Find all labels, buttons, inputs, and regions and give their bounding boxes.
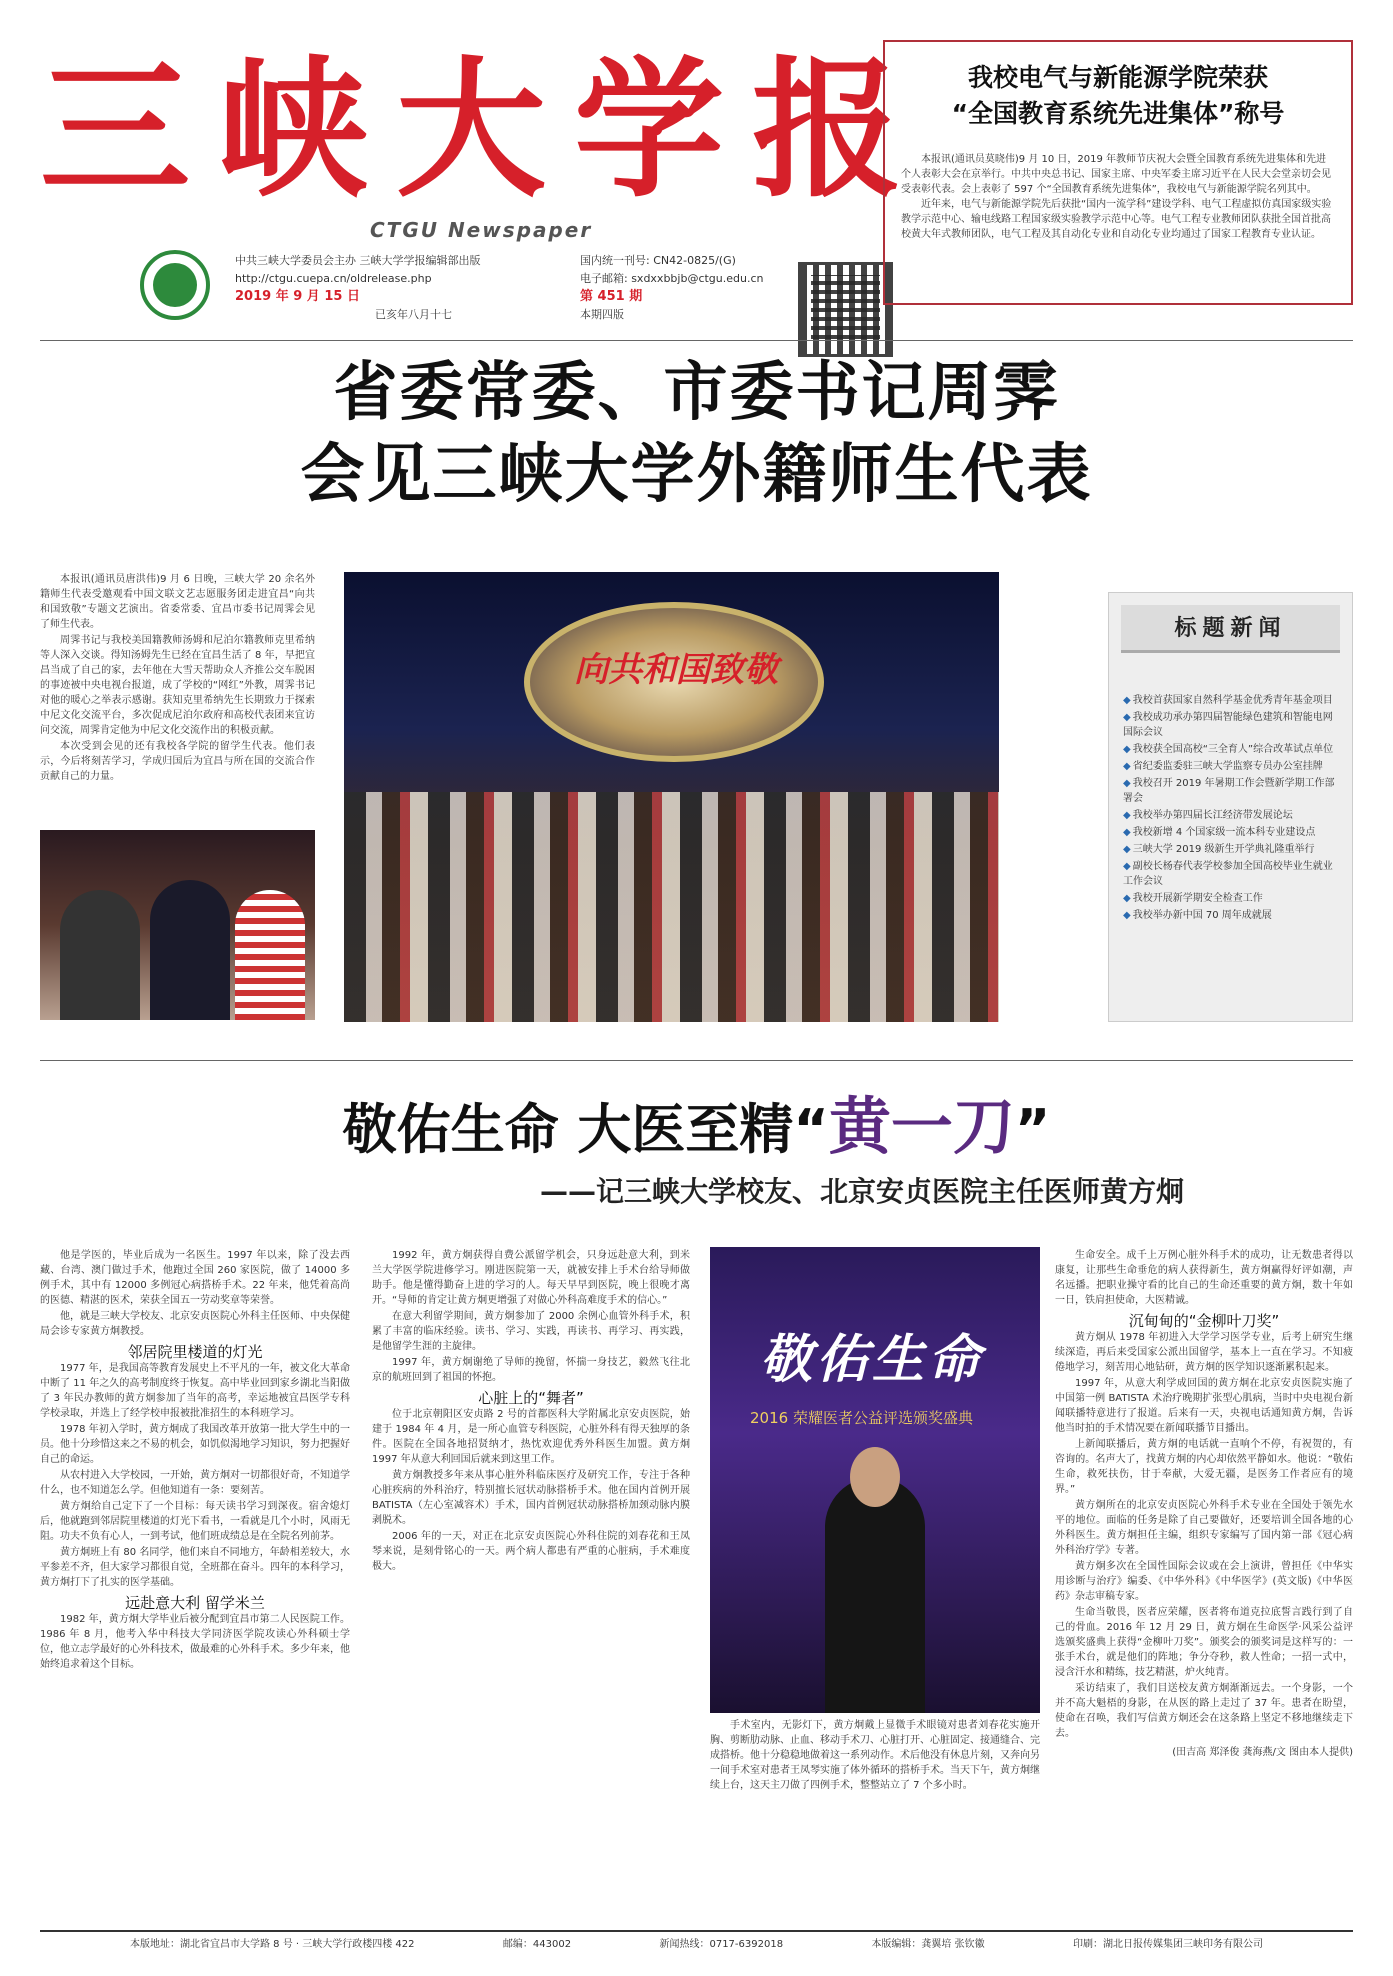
person-head — [850, 1447, 900, 1507]
paragraph: 黄方炯从 1978 年初进入大学学习医学专业，后考上研究生继续深造，再后来受国家公派出国留学，基本上一直在学习。不知疲倦地学习，刻苦用心地钻研，黄方炯的医学知识逐渐累积起来。 — [1055, 1332, 1353, 1373]
lunar-date: 已亥年八月十七 — [375, 308, 452, 321]
feature-headline-accent: 黄一刀 — [828, 1090, 1015, 1163]
group-photo — [344, 572, 999, 1022]
diamond-icon: ◆ — [1123, 695, 1131, 706]
sponsor: 中共三峡大学委员会主办 三峡大学学报编辑部出版 — [235, 254, 481, 267]
contact-email[interactable]: 电子邮箱: sxdxxbbjb@ctgu.edu.cn — [580, 272, 764, 285]
diamond-icon: ◆ — [1123, 827, 1131, 838]
diamond-icon: ◆ — [1123, 778, 1131, 789]
lead-headline-line2: 会见三峡大学外籍师生代表 — [300, 438, 1093, 512]
feature-column-2 — [372, 1248, 690, 1923]
footer — [40, 1930, 1353, 1958]
list-item[interactable]: ◆ 省纪委监委驻三峡大学监察专员办公室挂牌 — [1123, 761, 1323, 772]
page-count: 本期四版 — [580, 308, 624, 321]
newspaper-english-title: CTGU Newspaper — [370, 218, 593, 242]
award-banner-title: 敬佑生命 — [760, 1329, 985, 1390]
diamond-icon: ◆ — [1123, 744, 1131, 755]
list-item[interactable]: ◆ 我校获全国高校“三全育人”综合改革试点单位 — [1123, 744, 1334, 755]
footer-editor: 本版编辑：龚翼培 张钦徽 — [871, 1939, 985, 1950]
lead-headline — [40, 352, 1353, 516]
lead-headline-line1: 省委常委、市委书记周霁 — [333, 356, 1060, 430]
footer-hotline: 新闻热线：0717-6392018 — [659, 1939, 784, 1950]
paragraph: 采访结束了，我们目送校友黄方炯渐渐远去。一个身影，一个并不高大魁梧的身影，在从医的路上走过了 37 年。患者在盼望，使命在召唤，我们写信黄方炯还会在这条路上坚定不移地继续走下去。 — [1055, 1683, 1353, 1739]
paragraph: 1982 年，黄方炯大学毕业后被分配到宜昌市第二人民医院工作。1986 年 8 月，他考入华中科技大学同济医学院攻读心外科硕士学位，他立志学最好的心外科技术，做最难的心外科手术。多少年来，他始终追求着这个目标。 — [40, 1614, 350, 1670]
feature-column-1 — [40, 1248, 350, 1923]
paragraph: 位于北京朝阳区安贞路 2 号的首都医科大学附属北京安贞医院，始建于 1984 年 4 月，是一所心血管专科医院，心脏外科有得天独厚的条件。医院在全国各地招贤纳才，热忱欢迎优秀外科医生加盟。黄方炯 1997 年从意大利回国后就来到这里工作。 — [372, 1409, 690, 1465]
divider — [40, 340, 1353, 341]
list-item[interactable]: ◆ 副校长杨春代表学校参加全国高校毕业生就业工作会议 — [1123, 861, 1333, 887]
headline-list — [1109, 653, 1352, 923]
list-item[interactable]: ◆ 我校开展新学期安全检查工作 — [1123, 893, 1263, 904]
section-title: 心脏上的“舞者” — [478, 1389, 584, 1407]
paragraph: 黄方炯教授多年来从事心脏外科临床医疗及研究工作，专注于各种心脏疾病的外科治疗，特别擅长冠状动脉搭桥手术。他在国内首例开展 BATISTA（左心室减容术）手术，国内首例冠状动脉搭桥加颈动脉内膜剥脱术。 — [372, 1470, 690, 1526]
paragraph: 1992 年，黄方炯获得自费公派留学机会，只身远赴意大利，到米兰大学医学院进修学习。刚进医院第一天，就被安排上手术台给导师做助手。他是懂得勤奋上进的学习的人。每天早早到医院，晚上很晚才离开。“导师的肯定让黄方炯更增强了对做心外科高难度手术的信心。” — [372, 1250, 690, 1306]
qr-code-icon[interactable] — [798, 262, 893, 357]
list-item[interactable]: ◆ 三峡大学 2019 级新生开学典礼隆重举行 — [1123, 844, 1315, 855]
list-item[interactable]: ◆ 我校成功承办第四届智能绿色建筑和智能电网国际会议 — [1123, 712, 1333, 738]
person — [825, 1477, 925, 1713]
diamond-icon: ◆ — [1123, 893, 1131, 904]
list-item[interactable]: ◆ 我校举办第四届长江经济带发展论坛 — [1123, 810, 1293, 821]
paragraph: 上新闻联播后，黄方炯的电话就一直响个不停，有祝贺的，有咨询的。名声大了，找黄方炯的内心却依然平静如水。他说：“敬佑生命，救死扶伤，甘于奉献，大爱无疆，是医务工作者应有的境界。” — [1055, 1439, 1353, 1495]
award-banner-subtitle: 2016 荣耀医者公益评选颁奖盛典 — [750, 1409, 973, 1427]
issue-number: 第 451 期 — [580, 289, 643, 304]
section-title: 远赴意大利 留学米兰 — [125, 1594, 265, 1612]
cn-number: 国内统一刊号: CN42-0825/(G) — [580, 254, 736, 267]
issue-date: 2019 年 9 月 15 日 — [235, 289, 360, 304]
diamond-icon: ◆ — [1123, 844, 1131, 855]
top-story-para: 近年来，电气与新能源学院先后获批“国内一流学科”建设学科、电气工程虚拟仿真国家级实验教学示范中心、输电线路工程国家级实验教学示范中心等。电气工程专业教师团队获批全国首批高校黄大年式教师团队，电气工程及其自动化专业和自动化专业均通过了国家工程教育专业认证。 — [901, 199, 1332, 240]
footer-printer: 印刷：湖北日报传媒集团三峡印务有限公司 — [1073, 1939, 1263, 1950]
award-caption: 手术室内，无影灯下，黄方炯戴上显微手术眼镜对患者刘春花实施开胸、剪断肋动脉、止血、移动手术刀、心脏打开、心脏固定、接通缝合、完成搭桥。他十分稳稳地做着这一系列动作。术后他没有休息片刻，又奔向另一间手术室对患者王凤琴实施了体外循环的搭桥手术。当天下午，黄方炯继续上台，这天主刀做了四例手术，整整站立了 7 个多小时。 — [710, 1720, 1040, 1791]
paragraph: 1997 年，黄方炯谢绝了导师的挽留，怀揣一身技艺，毅然飞往北京的航班回到了祖国的怀抱。 — [372, 1357, 690, 1383]
paragraph: 周霁书记与我校美国籍教师汤姆和尼泊尔籍教师克里希纳等人深入交谈。得知汤姆先生已经在宜昌生活了 8 年，早把宜昌当成了自己的家，去年他在大雪天帮助众人齐推公交车脱困的事迹被中央电视台报道，成了学校的“网红”外教，周霁书记对他的暖心之举表示感谢。获知克里希纳先生长期致力于探索中尼文化交流平台，多次促成尼泊尔政府和高校代表团来宜访问交流，周霁肯定他为中尼文化交流作出的积极贡献。 — [40, 635, 315, 736]
paragraph: 黄方炯给自己定下了一个目标：每天读书学习到深夜。宿舍熄灯后，他就跑到邻居院里楼道的灯光下看书，一看就是几个小时，风雨无阻。功夫不负有心人，一到考试，他们班成绩总是在全院名列前茅。 — [40, 1501, 350, 1542]
stage-banner-text: 向共和国致敬 — [574, 650, 778, 690]
feature-column-4 — [1055, 1248, 1353, 1923]
top-story-para: 本报讯(通讯员莫晓伟)9 月 10 日，2019 年教师节庆祝大会暨全国教育系统先进集体和先进个人表彰大会在京举行。中共中央总书记、国家主席、中央军委主席习近平在人民大会堂亲切会见受表彰代表。会上表彰了 597 个“全国教育系统先进集体”，我校电气与新能源学院名列其中。 — [901, 154, 1331, 195]
list-item[interactable]: ◆ 我校新增 4 个国家级一流本科专业建设点 — [1123, 827, 1316, 838]
masthead — [40, 40, 931, 330]
paragraph: 本次受到会见的还有我校各学院的留学生代表。他们表示，今后将刻苦学习，学成归国后为宜昌与所在国的交流合作贡献自己的力量。 — [40, 741, 315, 782]
paragraph: 他，就是三峡大学校友、北京安贞医院心外科主任医师、中央保健局会诊专家黄方炯教授。 — [40, 1311, 350, 1337]
diamond-icon: ◆ — [1123, 810, 1131, 821]
paragraph: 本报讯(通讯员唐洪伟)9 月 6 日晚，三峡大学 20 余名外籍师生代表受邀观看中国文联文艺志愿服务团走进宜昌“向共和国致敬”专题文艺演出。省委常委、宜昌市委书记周霁会见了师生代表。 — [40, 574, 315, 630]
paragraph: 1978 年初入学时，黄方炯成了我国改革开放第一批大学生中的一员。他十分珍惜这来之不易的机会，如饥似渴地学习知识，努力把握好自己的命运。 — [40, 1424, 350, 1465]
author-credit: (田吉高 郑泽俊 龚海燕/文 图由本人提供) — [1172, 1747, 1353, 1758]
divider — [40, 1060, 1353, 1061]
paragraph: 黄方炯班上有 80 名同学，他们来自不同地方，年龄相差较大，水平参差不齐，但大家学习都很自觉，全班都在奋斗。四年的本科学习，黄方炯打下了扎实的医学基础。 — [40, 1547, 350, 1588]
publisher-info — [235, 252, 481, 324]
diamond-icon: ◆ — [1123, 910, 1131, 921]
list-item[interactable]: ◆ 我校首获国家自然科学基金优秀青年基金项目 — [1123, 695, 1333, 706]
issue-info — [580, 252, 764, 324]
lead-story-text — [40, 572, 315, 822]
crowd — [344, 792, 999, 1022]
section-title: 邻居院里楼道的灯光 — [127, 1343, 263, 1361]
feature-subhead: ——记三峡大学校友、北京安贞医院主任医师黄方炯 — [540, 1175, 1185, 1208]
headline-news-sidebar — [1108, 592, 1353, 1022]
list-item[interactable]: ◆ 我校举办新中国 70 周年成就展 — [1123, 910, 1272, 921]
diamond-icon: ◆ — [1123, 861, 1131, 872]
person — [150, 880, 230, 1020]
paragraph: 黄方炯多次在全国性国际会议或在会上演讲，曾担任《中华实用诊断与治疗》编委、《中华外科》《中华医学》(英文版)《中华医药》杂志审稿专家。 — [1055, 1561, 1353, 1602]
list-item[interactable]: ◆ 我校召开 2019 年暑期工作会暨新学期工作部署会 — [1123, 778, 1335, 804]
footer-postcode: 邮编：443002 — [502, 1939, 572, 1950]
newspaper-title: 三峡大学报 — [40, 42, 931, 218]
paragraph: 生命当敬畏，医者应荣耀，医者将布道克拉底誓言践行到了自己的骨血。2016 年 12 月 29 日，黄方炯在生命医学·风采公益评选颁奖盛典上获得“金柳叶刀奖”。颁奖会的颁奖词是这样写的：一张手术台，就是他们的阵地；争分夺秒，救人性命；一招一式中，浸含汗水和精练，技艺精湛，炉火纯青。 — [1055, 1607, 1353, 1678]
university-logo-icon — [140, 250, 210, 320]
diamond-icon: ◆ — [1123, 761, 1131, 772]
section-title: 沉甸甸的“金柳叶刀奖” — [1128, 1312, 1280, 1330]
top-story-box — [883, 40, 1353, 305]
top-story-title-line1: 我校电气与新能源学院荣获 — [967, 63, 1268, 92]
award-photo — [710, 1247, 1040, 1713]
feature-headline: 敬佑生命 大医至精“黄一刀” — [342, 1090, 1051, 1163]
footer-address: 本版地址：湖北省宜昌市大学路 8 号 · 三峡大学行政楼四楼 422 — [130, 1939, 415, 1950]
top-story-title-line2: “全国教育系统先进集体”称号 — [951, 99, 1285, 128]
paragraph: 1977 年，是我国高等教育发展史上不平凡的一年，被文化大革命中断了 11 年之久的高考制度终于恢复。高中毕业回到家乡湖北当阳做了 3 年民办教师的黄方炯参加了当年的高考，幸运地被宜昌医学专科学校录取，并选上了经学校申报被批准招生的本科班学习。 — [40, 1363, 350, 1419]
paragraph: 他是学医的，毕业后成为一名医生。1997 年以来，除了没去西藏、台湾、澳门做过手术，他跑过全国 260 家医院，做了 14000 多例手术，其中有 12000 多例冠心病搭桥手术。22 年来，他凭着高尚的医德、精湛的医术，荣获全国五一劳动奖章等荣誉。 — [40, 1250, 350, 1306]
sidebar-title: 标题新闻 — [1121, 605, 1340, 653]
person — [60, 890, 140, 1020]
meeting-photo — [40, 830, 315, 1020]
diamond-icon: ◆ — [1123, 712, 1131, 723]
paragraph: 2006 年的一天，对正在北京安贞医院心外科住院的刘春花和王凤琴来说，是刻骨铭心的一天。两个病人都患有严重的心脏病，手术难度极大。 — [372, 1531, 690, 1572]
paragraph: 生命安全。成千上万例心脏外科手术的成功，让无数患者得以康复，让那些生命垂危的病人获得新生，黄方炯赢得好评如潮，声名远播。把职业操守看的比自己的生命还重要的黄方炯，数十年如一日，铁肩担使命，大医精诚。 — [1055, 1250, 1353, 1306]
paragraph: 从农村进入大学校园，一开始，黄方炯对一切都很好奇，不知道学什么，也不知道怎么学。但他知道有一条：要刻苦。 — [40, 1470, 350, 1496]
paragraph: 黄方炯所在的北京安贞医院心外科手术专业在全国处于领先水平的地位。面临的任务是除了自己要做好，还要培训全国各地的心外科医生。黄方炯担任主编，组织专家编写了国内第一部《冠心病外科治疗学》专著。 — [1055, 1500, 1353, 1556]
paragraph: 在意大利留学期间，黄方炯参加了 2000 余例心血管外科手术，积累了丰富的临床经验。读书、学习、实践，再读书、再学习、再实践，是他留学生涯的主旋律。 — [372, 1311, 690, 1352]
paragraph: 1997 年，从意大利学成回国的黄方炯在北京安贞医院实施了中国第一例 BATISTA 术治疗晚期扩张型心肌病，当时中央电视台新闻联播特意进行了报道。后来有一天，央视电话通知黄方炯，告诉他当时拍的手术情况要在新闻联播节目播出。 — [1055, 1378, 1353, 1434]
person — [235, 890, 305, 1020]
website-url[interactable]: http://ctgu.cuepa.cn/oldrelease.php — [235, 272, 432, 285]
